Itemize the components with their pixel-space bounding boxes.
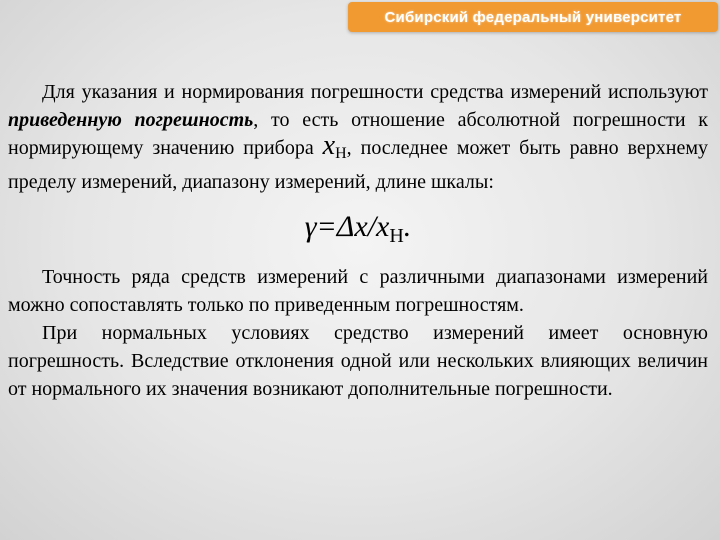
formula-tail: . [403, 210, 412, 243]
formula-expression: γ=Δx/x [304, 210, 390, 243]
university-title: Сибирский федеральный университет [384, 8, 682, 26]
paragraph-definition [8, 78, 708, 196]
paragraph-text: , последнее может быть равно верхнему пределу измерений, диапазону измерений, длине шкалы: [8, 137, 708, 193]
paragraph-conditions: При нормальных условиях средство измерений имеет основную погрешность. Вследствие отклонения одной или нескольких влияющих величин от нормального их значения возникают дополнительные погрешности. [8, 322, 708, 400]
variable-x: x [322, 130, 336, 161]
paragraph-comparison: Точность ряда средств измерений с различными диапазонами измерений можно сопоставлять только по приведенным погрешностям. [8, 266, 708, 316]
university-header [348, 2, 718, 32]
formula-subscript: Н [389, 225, 404, 247]
slide-body [8, 78, 708, 403]
emphasized-term: приведенную погрешность [8, 109, 254, 131]
paragraph-text: , то есть отношение абсолютной погрешности к нормирующему значению прибора [8, 109, 708, 159]
formula [8, 210, 708, 253]
paragraph-text: Для указания и нормирования погрешности средства измерений используют [42, 81, 708, 103]
variable-subscript: Н [335, 145, 347, 162]
